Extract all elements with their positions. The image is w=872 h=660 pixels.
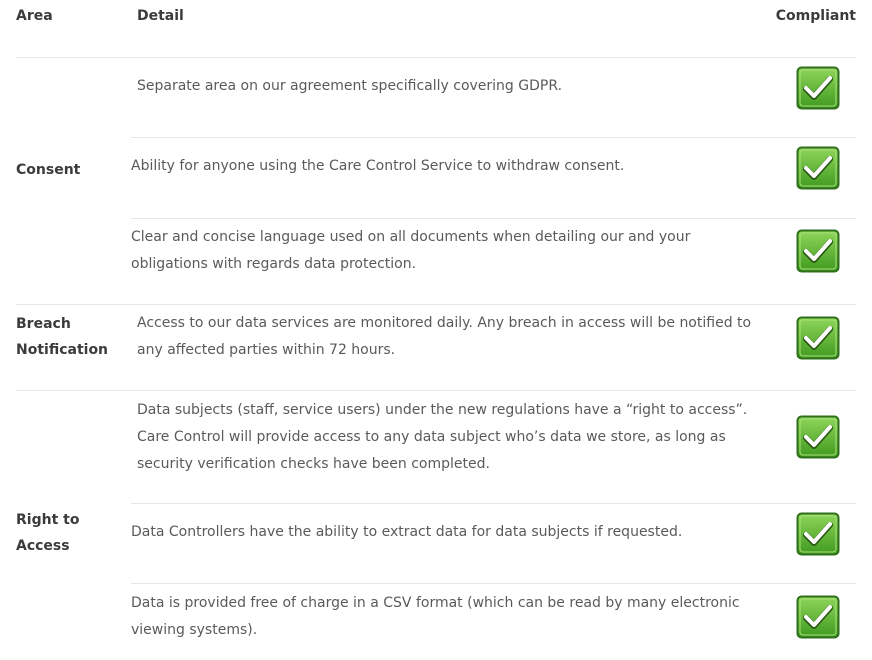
detail-text: Data subjects (staff, service users) under the new regulations have a “right to access”. Care Control will provide access to any data subject who’s data we store, as long as security verification checks have been completed. bbox=[137, 402, 748, 472]
detail-text: Separate area on our agreement specifically covering GDPR. bbox=[137, 78, 563, 94]
detail-text: Clear and concise language used on all documents when detailing our and your obligations with regards data protection. bbox=[131, 229, 691, 272]
green-checkmark-icon bbox=[796, 66, 840, 110]
row-divider bbox=[131, 218, 856, 219]
column-header-detail: Detail bbox=[137, 8, 184, 24]
detail-text: Data is provided free of charge in a CSV format (which can be read by many electronic viewing systems). bbox=[131, 595, 740, 638]
column-header-compliant: Compliant bbox=[775, 8, 856, 24]
green-checkmark-icon bbox=[796, 229, 840, 273]
area-label-breach-line1: Breach bbox=[16, 316, 71, 332]
row-divider bbox=[131, 503, 856, 504]
area-label-right-to-access: Right to Access bbox=[16, 512, 80, 554]
green-checkmark-icon bbox=[796, 415, 840, 459]
detail-text: Ability for anyone using the Care Control Service to withdraw consent. bbox=[131, 158, 625, 174]
section-divider bbox=[16, 304, 856, 305]
green-checkmark-icon bbox=[796, 316, 840, 360]
area-label-breach-line2: Notification bbox=[16, 342, 109, 358]
header-divider bbox=[16, 57, 856, 58]
row-divider bbox=[131, 583, 856, 584]
green-checkmark-icon bbox=[796, 512, 840, 556]
area-label-consent: Consent bbox=[16, 162, 81, 178]
green-checkmark-icon bbox=[796, 146, 840, 190]
row-divider bbox=[131, 137, 856, 138]
detail-text: Access to our data services are monitored daily. Any breach in access will be notified to any affected parties within 72 hours. bbox=[137, 315, 752, 358]
column-header-area: Area bbox=[16, 8, 53, 24]
detail-text: Data Controllers have the ability to extract data for data subjects if requested. bbox=[131, 524, 683, 540]
area-label-breach-notification bbox=[16, 311, 131, 363]
section-divider bbox=[16, 390, 856, 391]
green-checkmark-icon bbox=[796, 595, 840, 639]
